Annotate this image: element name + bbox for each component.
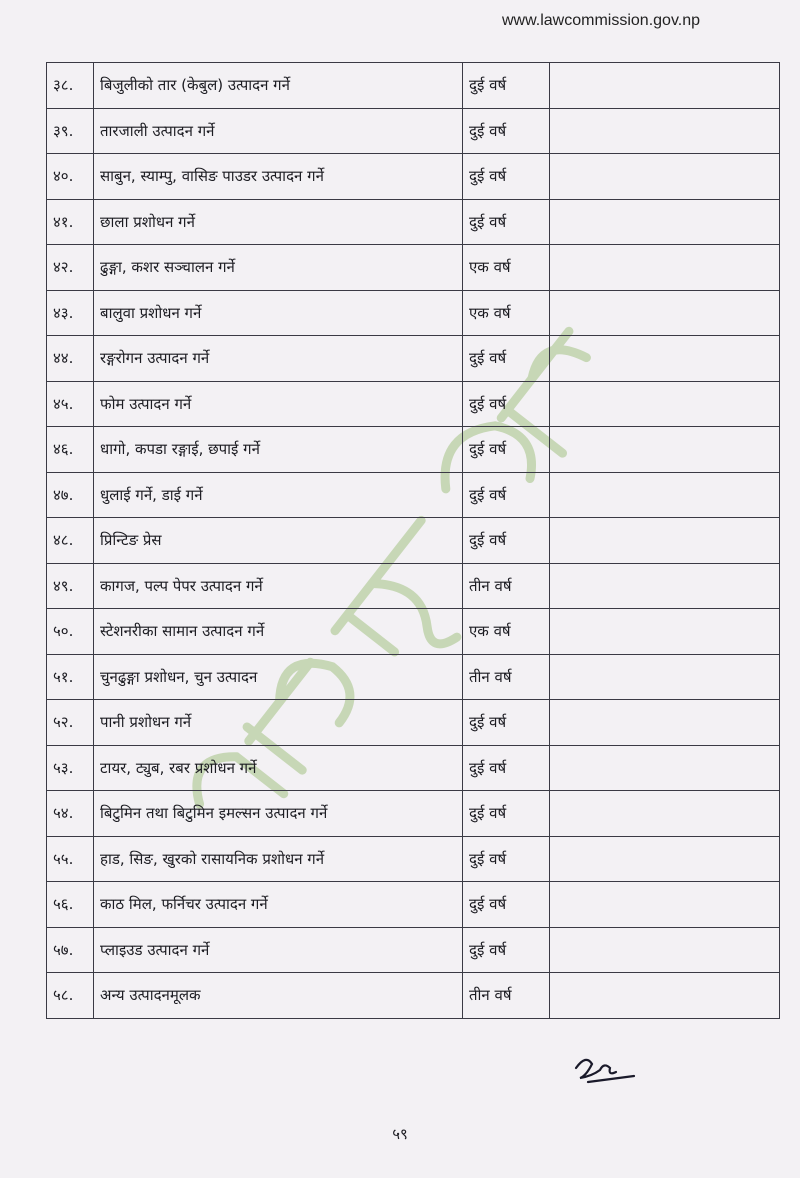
row-number: ५१. — [47, 654, 94, 700]
row-description: स्टेशनरीका सामान उत्पादन गर्ने — [94, 609, 463, 655]
row-description: तारजाली उत्पादन गर्ने — [94, 108, 463, 154]
row-duration: तीन वर्ष — [463, 563, 550, 609]
table-row — [47, 427, 780, 473]
row-blank-cell — [550, 427, 780, 473]
table-row — [47, 518, 780, 564]
row-number: ४९. — [47, 563, 94, 609]
row-blank-cell — [550, 654, 780, 700]
row-number: ५३. — [47, 745, 94, 791]
row-description: कागज, पल्प पेपर उत्पादन गर्ने — [94, 563, 463, 609]
row-duration: दुई वर्ष — [463, 700, 550, 746]
row-description: छाला प्रशोधन गर्ने — [94, 199, 463, 245]
row-duration: दुई वर्ष — [463, 518, 550, 564]
row-duration: तीन वर्ष — [463, 654, 550, 700]
row-number: ४७. — [47, 472, 94, 518]
row-blank-cell — [550, 63, 780, 109]
row-number: ३८. — [47, 63, 94, 109]
row-blank-cell — [550, 381, 780, 427]
row-blank-cell — [550, 472, 780, 518]
row-duration: दुई वर्ष — [463, 927, 550, 973]
row-blank-cell — [550, 973, 780, 1019]
row-duration: दुई वर्ष — [463, 427, 550, 473]
table-row — [47, 563, 780, 609]
row-blank-cell — [550, 245, 780, 291]
handwritten-signature — [570, 1050, 640, 1086]
row-description: हाड, सिङ, खुरको रासायनिक प्रशोधन गर्ने — [94, 836, 463, 882]
row-description: धागो, कपडा रङ्गाई, छपाई गर्ने — [94, 427, 463, 473]
row-number: ४६. — [47, 427, 94, 473]
row-blank-cell — [550, 836, 780, 882]
row-blank-cell — [550, 882, 780, 928]
row-duration: दुई वर्ष — [463, 336, 550, 382]
row-blank-cell — [550, 108, 780, 154]
row-blank-cell — [550, 791, 780, 837]
row-blank-cell — [550, 290, 780, 336]
row-duration: दुई वर्ष — [463, 745, 550, 791]
row-number: ४१. — [47, 199, 94, 245]
table-row — [47, 700, 780, 746]
row-number: ५७. — [47, 927, 94, 973]
row-description: फोम उत्पादन गर्ने — [94, 381, 463, 427]
table-row — [47, 472, 780, 518]
row-number: ५२. — [47, 700, 94, 746]
row-blank-cell — [550, 154, 780, 200]
table-row — [47, 791, 780, 837]
row-number: ४५. — [47, 381, 94, 427]
table-row — [47, 336, 780, 382]
row-number: ४४. — [47, 336, 94, 382]
row-number: ४२. — [47, 245, 94, 291]
row-duration: दुई वर्ष — [463, 199, 550, 245]
row-duration: एक वर्ष — [463, 609, 550, 655]
row-description: ढुङ्गा, कशर सञ्चालन गर्ने — [94, 245, 463, 291]
row-duration: दुई वर्ष — [463, 108, 550, 154]
row-duration: दुई वर्ष — [463, 381, 550, 427]
row-description: चुनढुङ्गा प्रशोधन, चुन उत्पादन — [94, 654, 463, 700]
table-row — [47, 108, 780, 154]
table-row — [47, 836, 780, 882]
row-number: ४०. — [47, 154, 94, 200]
row-description: बिटुमिन तथा बिटुमिन इमल्सन उत्पादन गर्ने — [94, 791, 463, 837]
row-blank-cell — [550, 563, 780, 609]
row-blank-cell — [550, 199, 780, 245]
row-description: पानी प्रशोधन गर्ने — [94, 700, 463, 746]
row-duration: दुई वर्ष — [463, 836, 550, 882]
row-description: काठ मिल, फर्निचर उत्पादन गर्ने — [94, 882, 463, 928]
row-blank-cell — [550, 518, 780, 564]
table-row — [47, 154, 780, 200]
row-number: ५६. — [47, 882, 94, 928]
row-duration: दुई वर्ष — [463, 154, 550, 200]
row-blank-cell — [550, 700, 780, 746]
row-description: प्रिन्टिङ प्रेस — [94, 518, 463, 564]
row-description: साबुन, स्याम्पु, वासिङ पाउडर उत्पादन गर्ने — [94, 154, 463, 200]
row-description: टायर, ट्युब, रबर प्रशोधन गर्ने — [94, 745, 463, 791]
table-row — [47, 290, 780, 336]
table-row — [47, 654, 780, 700]
table-row — [47, 63, 780, 109]
table-row — [47, 745, 780, 791]
website-url[interactable]: www.lawcommission.gov.np — [502, 12, 700, 29]
row-duration: एक वर्ष — [463, 245, 550, 291]
row-blank-cell — [550, 336, 780, 382]
row-number: ५०. — [47, 609, 94, 655]
row-blank-cell — [550, 927, 780, 973]
table-row — [47, 245, 780, 291]
table-row — [47, 199, 780, 245]
table-row — [47, 882, 780, 928]
page-number: ५९ — [392, 1125, 408, 1143]
table-row — [47, 609, 780, 655]
row-number: ४३. — [47, 290, 94, 336]
row-number: ३९. — [47, 108, 94, 154]
row-blank-cell — [550, 609, 780, 655]
row-description: अन्य उत्पादनमूलक — [94, 973, 463, 1019]
row-description: बालुवा प्रशोधन गर्ने — [94, 290, 463, 336]
row-duration: एक वर्ष — [463, 290, 550, 336]
row-description: धुलाई गर्ने, डाई गर्ने — [94, 472, 463, 518]
row-duration: तीन वर्ष — [463, 973, 550, 1019]
row-duration: दुई वर्ष — [463, 882, 550, 928]
row-duration: दुई वर्ष — [463, 791, 550, 837]
table-row — [47, 927, 780, 973]
table-row — [47, 381, 780, 427]
row-duration: दुई वर्ष — [463, 63, 550, 109]
row-number: ५५. — [47, 836, 94, 882]
row-description: प्लाइउड उत्पादन गर्ने — [94, 927, 463, 973]
row-blank-cell — [550, 745, 780, 791]
row-number: ५४. — [47, 791, 94, 837]
row-description: रङ्गरोगन उत्पादन गर्ने — [94, 336, 463, 382]
row-number: ४८. — [47, 518, 94, 564]
row-description: बिजुलीको तार (केबुल) उत्पादन गर्ने — [94, 63, 463, 109]
row-duration: दुई वर्ष — [463, 472, 550, 518]
document-table — [46, 62, 780, 1019]
table-row — [47, 973, 780, 1019]
row-number: ५८. — [47, 973, 94, 1019]
